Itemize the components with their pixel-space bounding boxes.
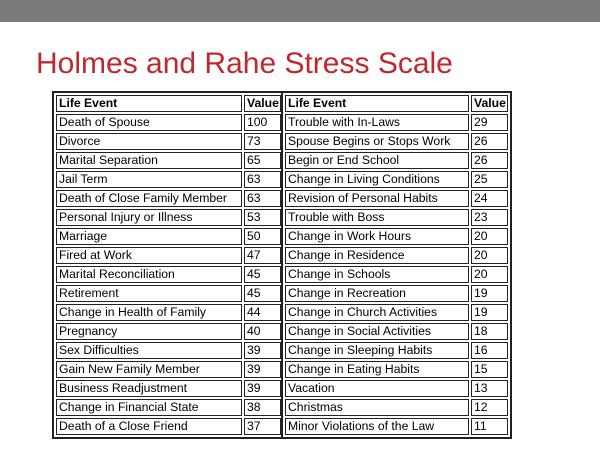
life-event-cell: Revision of Personal Habits bbox=[285, 190, 469, 207]
table-row bbox=[56, 209, 281, 226]
value-cell: 73 bbox=[244, 133, 281, 150]
stress-table-left bbox=[52, 91, 285, 439]
table-header-row bbox=[56, 95, 281, 112]
life-event-cell: Change in Financial State bbox=[56, 399, 242, 416]
life-event-cell: Trouble with Boss bbox=[285, 209, 469, 226]
value-cell: 20 bbox=[471, 247, 508, 264]
table-row bbox=[285, 152, 508, 169]
life-event-cell: Change in Church Activities bbox=[285, 304, 469, 321]
value-cell: 100 bbox=[244, 114, 281, 131]
value-cell: 53 bbox=[244, 209, 281, 226]
column-header-value: Value bbox=[244, 95, 281, 112]
life-event-cell: Spouse Begins or Stops Work bbox=[285, 133, 469, 150]
life-event-cell: Divorce bbox=[56, 133, 242, 150]
column-header-life-event: Life Event bbox=[56, 95, 242, 112]
life-event-cell: Change in Social Activities bbox=[285, 323, 469, 340]
value-cell: 38 bbox=[244, 399, 281, 416]
value-cell: 39 bbox=[244, 361, 281, 378]
life-event-cell: Gain New Family Member bbox=[56, 361, 242, 378]
table-row bbox=[285, 133, 508, 150]
table-row bbox=[56, 418, 281, 435]
table-row bbox=[285, 361, 508, 378]
table-row bbox=[56, 285, 281, 302]
value-cell: 18 bbox=[471, 323, 508, 340]
table-row bbox=[285, 399, 508, 416]
table-row bbox=[285, 171, 508, 188]
life-event-cell: Change in Eating Habits bbox=[285, 361, 469, 378]
value-cell: 37 bbox=[244, 418, 281, 435]
value-cell: 45 bbox=[244, 266, 281, 283]
value-cell: 25 bbox=[471, 171, 508, 188]
life-event-cell: Begin or End School bbox=[285, 152, 469, 169]
life-event-cell: Marriage bbox=[56, 228, 242, 245]
stress-table-right bbox=[281, 91, 512, 439]
table-row bbox=[56, 152, 281, 169]
life-event-cell: Change in Health of Family bbox=[56, 304, 242, 321]
life-event-cell: Change in Sleeping Habits bbox=[285, 342, 469, 359]
table-row bbox=[285, 114, 508, 131]
life-event-cell: Fired at Work bbox=[56, 247, 242, 264]
table-row bbox=[285, 323, 508, 340]
life-event-cell: Minor Violations of the Law bbox=[285, 418, 469, 435]
table-row bbox=[56, 133, 281, 150]
life-event-cell: Jail Term bbox=[56, 171, 242, 188]
value-cell: 39 bbox=[244, 380, 281, 397]
life-event-cell: Christmas bbox=[285, 399, 469, 416]
table-row bbox=[56, 323, 281, 340]
table-row bbox=[285, 190, 508, 207]
slide-title: Holmes and Rahe Stress Scale bbox=[36, 47, 453, 80]
value-cell: 39 bbox=[244, 342, 281, 359]
value-cell: 19 bbox=[471, 285, 508, 302]
life-event-cell: Pregnancy bbox=[56, 323, 242, 340]
life-event-cell: Vacation bbox=[285, 380, 469, 397]
value-cell: 12 bbox=[471, 399, 508, 416]
life-event-cell: Death of Spouse bbox=[56, 114, 242, 131]
value-cell: 26 bbox=[471, 152, 508, 169]
table-row bbox=[285, 380, 508, 397]
life-event-cell: Marital Reconciliation bbox=[56, 266, 242, 283]
life-event-cell: Death of Close Family Member bbox=[56, 190, 242, 207]
value-cell: 44 bbox=[244, 304, 281, 321]
value-cell: 20 bbox=[471, 228, 508, 245]
value-cell: 47 bbox=[244, 247, 281, 264]
slide-header-bar bbox=[0, 0, 600, 22]
table-row bbox=[285, 228, 508, 245]
value-cell: 13 bbox=[471, 380, 508, 397]
table-row bbox=[56, 171, 281, 188]
table-row bbox=[56, 342, 281, 359]
value-cell: 23 bbox=[471, 209, 508, 226]
life-event-cell: Change in Residence bbox=[285, 247, 469, 264]
life-event-cell: Change in Recreation bbox=[285, 285, 469, 302]
value-cell: 29 bbox=[471, 114, 508, 131]
table-row bbox=[56, 190, 281, 207]
value-cell: 40 bbox=[244, 323, 281, 340]
table-row bbox=[285, 342, 508, 359]
life-event-cell: Personal Injury or Illness bbox=[56, 209, 242, 226]
value-cell: 15 bbox=[471, 361, 508, 378]
value-cell: 19 bbox=[471, 304, 508, 321]
table-row bbox=[285, 266, 508, 283]
life-event-cell: Retirement bbox=[56, 285, 242, 302]
table-row bbox=[56, 266, 281, 283]
life-event-cell: Trouble with In-Laws bbox=[285, 114, 469, 131]
life-event-cell: Death of a Close Friend bbox=[56, 418, 242, 435]
column-header-life-event: Life Event bbox=[285, 95, 469, 112]
value-cell: 24 bbox=[471, 190, 508, 207]
table-row bbox=[56, 114, 281, 131]
life-event-cell: Sex Difficulties bbox=[56, 342, 242, 359]
value-cell: 50 bbox=[244, 228, 281, 245]
table-row bbox=[285, 285, 508, 302]
value-cell: 20 bbox=[471, 266, 508, 283]
table-row bbox=[285, 247, 508, 264]
table-row bbox=[56, 247, 281, 264]
table-row bbox=[285, 418, 508, 435]
value-cell: 65 bbox=[244, 152, 281, 169]
table-row bbox=[285, 304, 508, 321]
table-header-row bbox=[285, 95, 508, 112]
table-row bbox=[56, 399, 281, 416]
value-cell: 63 bbox=[244, 190, 281, 207]
life-event-cell: Change in Work Hours bbox=[285, 228, 469, 245]
table-row bbox=[56, 304, 281, 321]
value-cell: 26 bbox=[471, 133, 508, 150]
value-cell: 63 bbox=[244, 171, 281, 188]
table-row bbox=[56, 228, 281, 245]
life-event-cell: Change in Schools bbox=[285, 266, 469, 283]
life-event-cell: Change in Living Conditions bbox=[285, 171, 469, 188]
life-event-cell: Marital Separation bbox=[56, 152, 242, 169]
value-cell: 11 bbox=[471, 418, 508, 435]
column-header-value: Value bbox=[471, 95, 508, 112]
value-cell: 45 bbox=[244, 285, 281, 302]
table-row bbox=[56, 380, 281, 397]
life-event-cell: Business Readjustment bbox=[56, 380, 242, 397]
table-row bbox=[56, 361, 281, 378]
table-row bbox=[285, 209, 508, 226]
value-cell: 16 bbox=[471, 342, 508, 359]
